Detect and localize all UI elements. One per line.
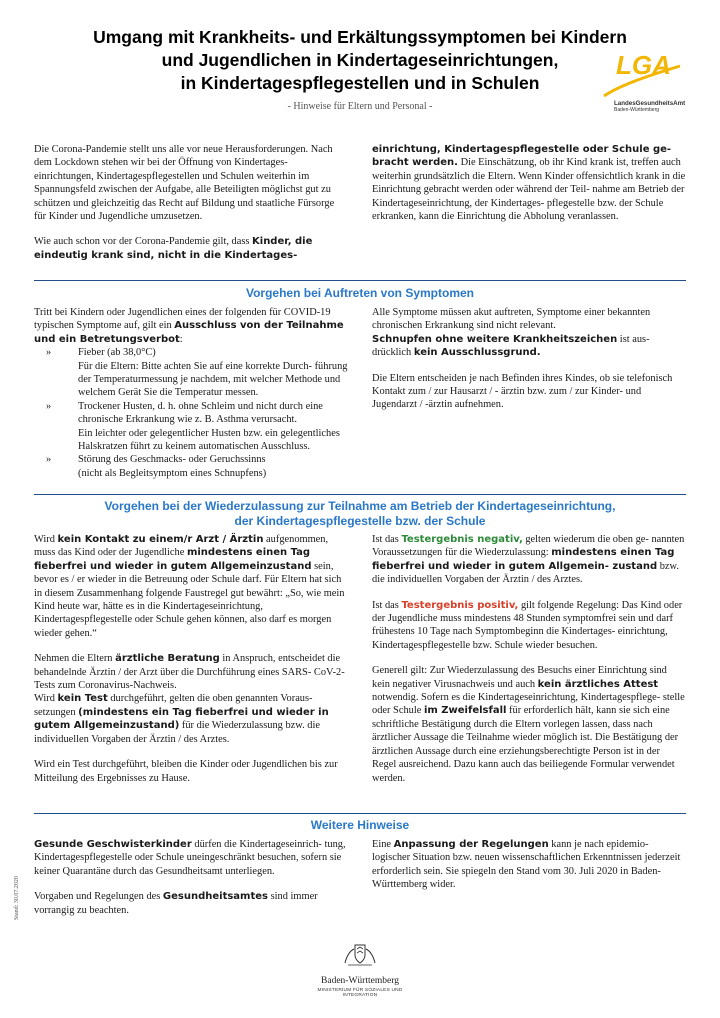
footer-logo — [305, 943, 415, 998]
symptoms-parents: Die Eltern entscheiden je nach Befinden ihres Kindes, ob sie telefonisch Kontakt zum / zur Hausarzt / - ärztin bzw. zum / zur Kinder- und Jugendarzt / -ärztin aufnehmen. — [372, 372, 673, 411]
section-rule-3 — [34, 813, 686, 814]
intro-right — [372, 143, 686, 223]
symptoms-list — [34, 346, 354, 480]
notes-health-office: Vorgaben und Regelungen des Gesundheitsamtes sind immer vorrangig zu beachten. — [34, 891, 318, 916]
readmission-negative: Ist das Testergebnis negativ, gelten wiederum die oben ge- nannten Voraussetzungen für die Wiederzulassung: mindestens einen Tag fieberfrei und wieder in gutem Allgemein- zustand bzw. die individuellen Vorgaben der Ärztin / des Arztes. — [372, 534, 685, 586]
section-heading-symptoms: Vorgehen bei Auftreten von Symptomen — [245, 286, 475, 300]
coat-of-arms-icon — [342, 943, 378, 967]
readmission-no-doctor: Wird kein Kontakt zu einem/r Arzt / Ärztin aufgenommen, muss das Kind oder der Jugendliche mindestens einen Tag fieberfrei und wieder in gutem Allgemeinzustand sein, bevor es / er wieder in die Betreuung oder Schule darf. Für Eltern hat sich in diesem Zusammenhang folgende Faustregel gut bewährt: „So, wie mein Kind heute war, hätte es in die Kindertageseinrichtung, Kindertagespflegestelle oder Schule gehen können, also darf es morgen wieder gehen.“ — [34, 534, 345, 639]
logo-name: LandesGesundheitsAmt — [614, 100, 686, 107]
symptoms-left — [34, 306, 354, 480]
intro-left — [34, 143, 348, 262]
readmission-positive: Ist das Testergebnis positiv, gilt folgende Regelung: Das Kind oder der Jugendliche muss mindestens 48 Stunden symptomfrei sein und darf frühestens 10 Tage nach Symptombeginn die Kindertages- einrichtung, Kindertagespflegestelle bzw. Schule wieder besuchen. — [372, 599, 683, 651]
notes-siblings: Gesunde Geschwisterkinder dürfen die Kindertageseinrich- tung, Kindertagespflegestelle oder Schule uneingeschränkt besuchen, sofern sie keiner Quarantäne durch das Gesundheitsamt unterliegen. — [34, 839, 346, 877]
symptoms-intro: Tritt bei Kindern oder Jugendlichen eines der folgenden für COVID-19 typischen Symptome auf, gilt ein Ausschluss von der Teilnahme und ein Betretungsverbot: — [34, 307, 344, 345]
section-heading-notes: Weitere Hinweise — [310, 818, 410, 832]
intro-paragraph-1: Die Corona-Pandemie stellt uns alle vor neue Herausforderungen. Nach dem Lockdown stehen wir bei der Öffnung von Kindertages- einrichtungen, Kindertagespflegestellen und Schulen weiterhin im Spannungsfeld zwischen der Aufgabe, alle Beteiligten möglichst gut zu schützen und gleichzeitig das Recht auf Bildung und staatliche Fürsorge für Kinder und Jugendliche umzusetzen. — [34, 144, 335, 223]
notes-right — [372, 838, 686, 892]
notes-left — [34, 838, 348, 917]
notes-adjustment: Eine Anpassung der Regelungen kann je nach epidemio- logischer Situation bzw. neuen wissenschaftlichen Erkenntnissen jederzeit erforderlich sein. Sie spiegeln den Stand vom 30. Juli 2020 in Baden-Württemberg wider. — [372, 839, 681, 891]
svg-text:LGA: LGA — [616, 50, 671, 80]
symptoms-right — [372, 306, 686, 412]
section-heading-readmission: Vorgehen bei der Wiederzulassung zur Teilnahme am Betrieb der Kindertageseinrichtung, der Kindertagespflegestelle bzw. der Schule — [104, 499, 616, 528]
footer-state: Baden-Württemberg — [321, 976, 399, 986]
title-line-3: in Kindertagespflegestellen und in Schulen — [180, 73, 540, 93]
readmission-doctor: Nehmen die Eltern ärztliche Beratung in Anspruch, entscheidet die behandelnde Ärztin / der Arzt über die Durchführung eines SARS- CoV-2-Tests zum Coronavirus-Nachweis. — [34, 653, 345, 692]
list-item: » Störung des Geschmacks- oder Geruchssinns (nicht als Begleitsymptom eines Schnupfens) — [46, 454, 267, 479]
readmission-left — [34, 533, 348, 785]
page-subtitle: - Hinweise für Eltern und Personal - — [287, 101, 433, 112]
lga-logo — [594, 48, 684, 118]
section-rule-1 — [34, 280, 686, 281]
title-line-1: Umgang mit Krankheits- und Erkältungssymptomen bei Kindern — [93, 27, 627, 47]
symptoms-cold: Schnupfen ohne weitere Krankheitszeichen ist aus- drücklich kein Ausschlussgrund. — [372, 333, 650, 359]
logo-sub: Baden-Württemberg — [614, 107, 660, 113]
stand-date: Stand: 30.07.2020 — [14, 876, 20, 920]
symptoms-chronic: Alle Symptome müssen akut auftreten, Symptome einer bekannten chronischen Erkrankung sind nicht relevant. — [372, 307, 651, 332]
intro-paragraph-2: Wie auch schon vor der Corona-Pandemie gilt, dass Kinder, die eindeutig krank sind, nicht in die Kindertages- — [34, 236, 313, 261]
intro-paragraph-3: einrichtung, Kindertagespflegestelle oder Schule ge- bracht werden. Die Einschätzung, ob ihr Kind krank ist, treffen auch weiterhin grundsätzlich die Eltern. Wenn Kinder offensichtlich krank in die Einrichtung gebracht werden oder während der Teil- nahme am Betrieb der Kindertageseinrichtung, der Kindertages- pflegestelle bzw. der Schule erkranken, kann die Einrichtung die Abholung veranlassen. — [372, 144, 686, 223]
readmission-right — [372, 533, 686, 785]
page-title — [40, 26, 680, 95]
footer-ministry: MINISTERIUM FÜR SOZIALES UND INTEGRATION — [317, 988, 403, 998]
section-rule-2 — [34, 494, 686, 495]
list-item: » Trockener Husten, d. h. ohne Schleim und nicht durch eine chronische Erkrankung wie z. B. Asthma verursacht. Ein leichter oder gelegentlicher Husten bzw. ein gelegentliches Halskratzen führt zu keinem automatischen Ausschluss. — [46, 400, 340, 453]
title-line-2: und Jugendlichen in Kindertageseinrichtungen, — [161, 50, 559, 70]
readmission-test: Wird ein Test durchgeführt, bleiben die Kinder oder Jugendlichen bis zur Mitteilung des Ergebnisses zu Hause. — [34, 759, 338, 784]
lga-logo-icon — [594, 48, 684, 100]
readmission-no-test: Wird kein Test durchgeführt, gelten die oben genannten Voraus- setzungen (mindestens ein Tag fieberfrei und wieder in gutem Allgemeinzustand) für die Wiederzulassung bzw. die individuellen Vorgaben der Ärztin / des Arztes. — [34, 693, 329, 745]
list-item: » Fieber (ab 38,0°C) Für die Eltern: Bitte achten Sie auf eine korrekte Durch- führung der Temperaturmessung je nachdem, mit welcher Methode und welchem Gerät Sie die Temperatur messen. — [46, 347, 348, 399]
readmission-general: Generell gilt: Zur Wiederzulassung des Besuchs einer Einrichtung sind kein negativer Virusnachweis und auch kein ärztliches Attest notwendig. Sofern es die Kindertageseinrichtung, Kindertagespflege- stelle oder Schule im Zweifelsfall für erforderlich hält, kann sie sich eine schriftliche Bestätigung durch die Eltern vorlegen lassen, dass nach ärztlicher Aussage die Teilnahme wieder möglich ist. Die Bestätigung der ärztlichen Aussage durch eine erziehungsberechtigte Person ist in der Regel ausreichend. Dazu kann auch das beiliegende Formular verwendet werden. — [372, 665, 685, 784]
